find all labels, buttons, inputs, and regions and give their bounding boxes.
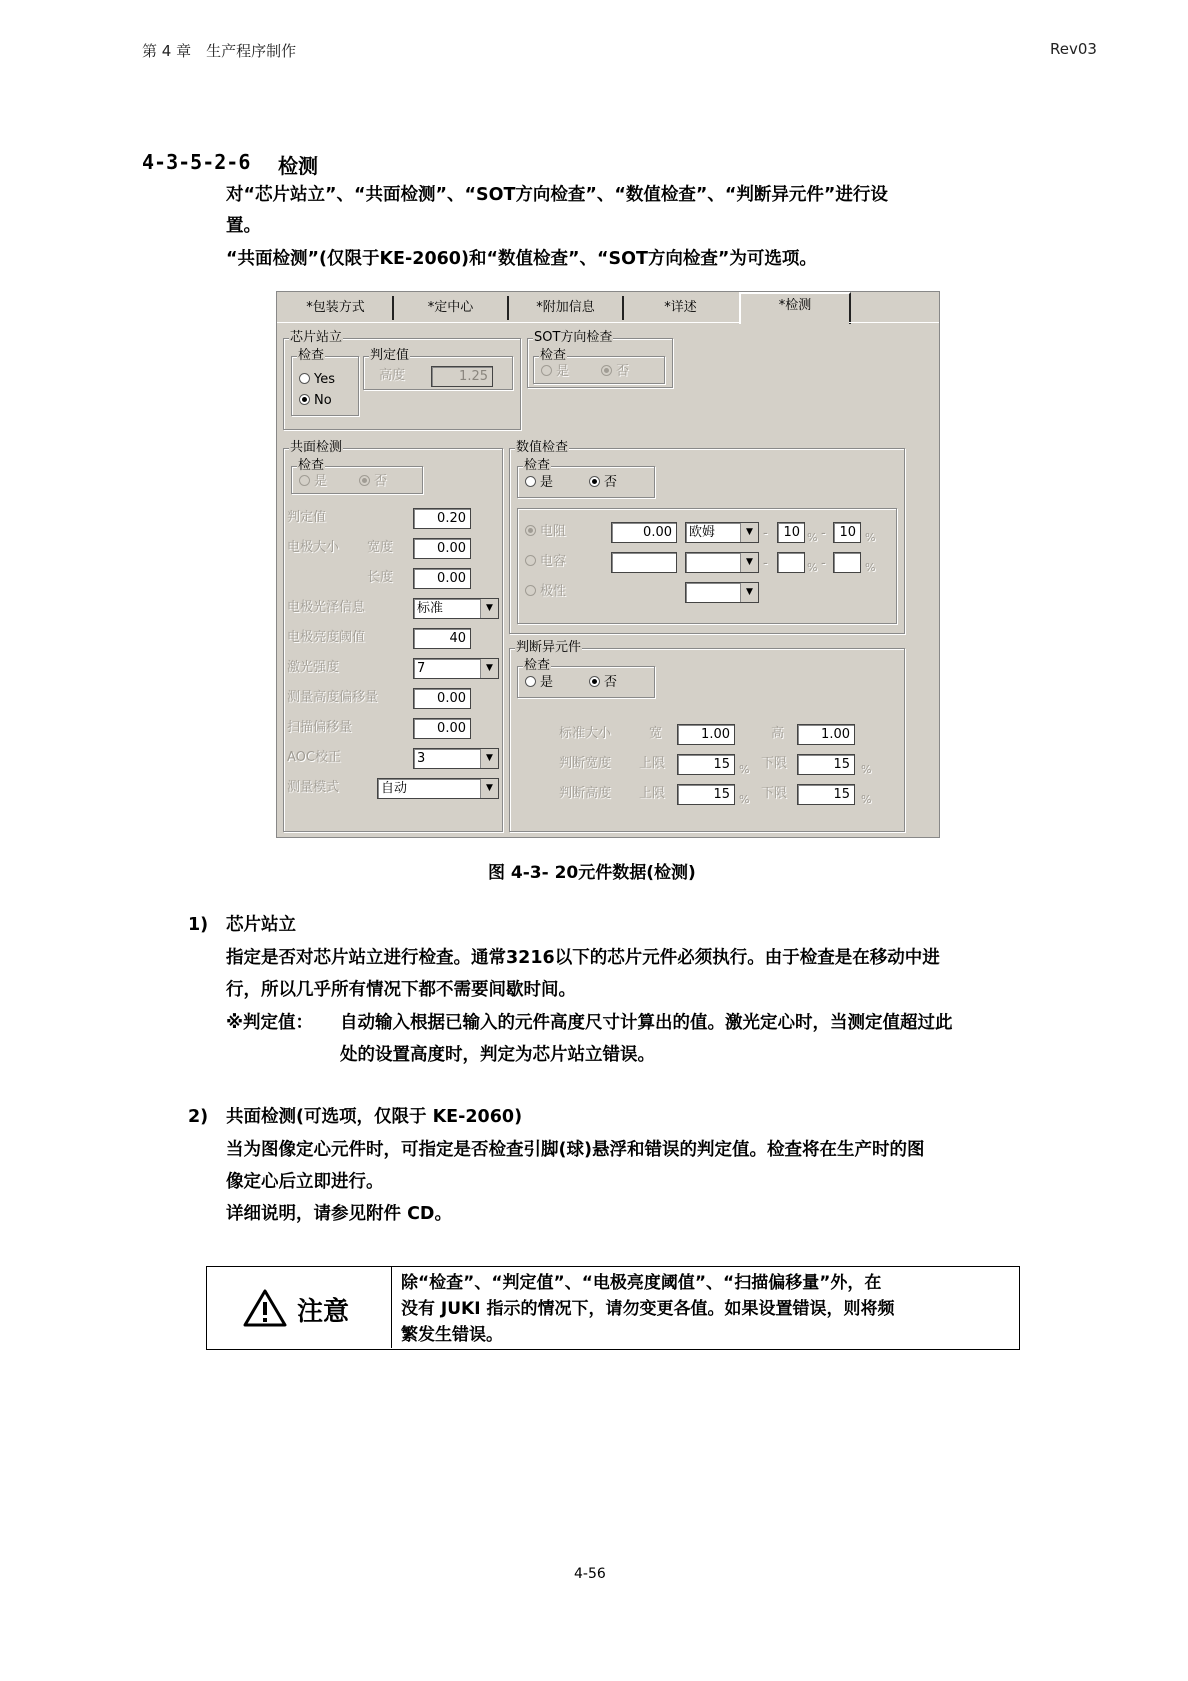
odd-part-title: 判断异元件: [516, 640, 582, 655]
resistance-unit-select[interactable]: [685, 522, 759, 543]
capacitance-tol-minus-input[interactable]: [777, 552, 805, 573]
measure-mode-value: 自动: [381, 781, 408, 796]
resistance-percent-2: %: [865, 531, 876, 544]
electrode-gloss-label: 电极光泽信息: [287, 600, 366, 615]
aoc-correction-select[interactable]: [413, 748, 499, 769]
figure-caption: 图 4-3- 20元件数据(检测): [488, 863, 696, 883]
judge-width-upper-label: 上限: [639, 756, 666, 771]
item2-body-line1: 当为图像定心元件时，可指定是否检查引脚(球)悬浮和错误的判定值。检查将在生产时的图: [226, 1140, 925, 1160]
dropdown-arrow-icon[interactable]: ▼: [740, 583, 758, 602]
electrode-width-label: 宽度: [367, 540, 394, 555]
resistance-label: 电阻: [540, 524, 567, 539]
resistance-value-input[interactable]: 0.00: [611, 522, 677, 543]
judge-height-upper-percent: %: [739, 793, 750, 806]
judge-width-upper-input[interactable]: 15: [677, 754, 735, 775]
electrode-size-label: 电极大小: [287, 540, 340, 555]
tab-inspection[interactable]: *检测: [739, 292, 851, 324]
item1-note-line1: 自动输入根据已输入的元件高度尺寸计算出的值。激光定心时，当测定值超过此: [340, 1013, 953, 1033]
dropdown-arrow-icon[interactable]: ▼: [740, 523, 758, 542]
coplanarity-yes-radio[interactable]: [299, 474, 327, 490]
measure-height-offset-input[interactable]: 0.00: [413, 688, 471, 709]
item1-body-line2: 行，所以几乎所有情况下都不需要间歇时间。: [226, 980, 576, 1000]
caution-box: [206, 1266, 1020, 1350]
odd-part-yes-radio[interactable]: [525, 675, 553, 691]
scan-offset-input[interactable]: 0.00: [413, 718, 471, 739]
section-title: 检测: [278, 154, 318, 178]
judge-height-upper-input[interactable]: 15: [677, 784, 735, 805]
odd-part-no-label: 否: [604, 675, 618, 690]
measure-mode-select[interactable]: [377, 778, 499, 799]
polarity-label: 极性: [540, 584, 567, 599]
electrode-length-label: 长度: [367, 570, 394, 585]
judge-width-label: 判断宽度: [559, 756, 612, 771]
electrode-gloss-select[interactable]: [413, 598, 499, 619]
judge-width-lower-label: 下限: [761, 756, 788, 771]
value-check-no-label: 否: [604, 475, 618, 490]
page-number: 4-56: [574, 1566, 606, 1582]
judge-width-upper-percent: %: [739, 763, 750, 776]
aoc-correction-value: 3: [417, 751, 426, 766]
dropdown-arrow-icon[interactable]: ▼: [740, 553, 758, 572]
tab-underline-right: [849, 322, 939, 323]
chip-stand-judge-label: 判定值: [370, 348, 410, 363]
caution-text-line3: 繁发生错误。: [401, 1325, 503, 1345]
odd-part-check-label: 检查: [524, 658, 551, 673]
resistance-tol-minus-input[interactable]: 10: [777, 522, 805, 543]
electrode-brightness-label: 电极亮度阈值: [287, 630, 366, 645]
radio-circle: [299, 475, 310, 486]
resistance-percent-1: %: [807, 531, 818, 544]
std-height-label: 高: [771, 726, 785, 741]
laser-intensity-select[interactable]: [413, 658, 499, 679]
capacitance-percent-2: %: [865, 561, 876, 574]
tab-centering[interactable]: *定中心: [394, 296, 509, 320]
capacitance-dash: -: [763, 556, 768, 571]
odd-part-no-radio[interactable]: [589, 675, 617, 691]
radio-circle: [541, 365, 552, 376]
resistance-dash-2: -: [821, 526, 826, 541]
capacitance-unit-select[interactable]: [685, 552, 759, 573]
chip-stand-check-label: 检查: [298, 348, 325, 363]
radio-circle: [525, 476, 536, 487]
sot-yes-label: 是: [556, 364, 570, 379]
scan-offset-label: 扫描偏移量: [287, 720, 353, 735]
coplanarity-no-label: 否: [374, 474, 388, 489]
coplanarity-no-radio[interactable]: [359, 474, 387, 490]
sot-direction-title: SOT方向检查: [534, 330, 613, 345]
item2-number: 2): [188, 1107, 209, 1127]
item1-body-line1: 指定是否对芯片站立进行检查。通常3216以下的芯片元件必须执行。由于检查是在移动中进: [226, 948, 940, 968]
item1-note-label: ※判定值：: [226, 1013, 314, 1033]
polarity-select[interactable]: [685, 582, 759, 603]
revision-label: Rev03: [1050, 40, 1097, 58]
electrode-width-input[interactable]: 0.00: [413, 538, 471, 559]
capacitance-tol-plus-input[interactable]: [833, 552, 861, 573]
laser-intensity-value: 7: [417, 661, 426, 676]
value-check-yes-label: 是: [540, 475, 554, 490]
coplanarity-check-label: 检查: [298, 458, 325, 473]
dropdown-arrow-icon[interactable]: ▼: [480, 749, 498, 768]
dropdown-arrow-icon[interactable]: ▼: [480, 779, 498, 798]
value-check-check-label: 检查: [524, 458, 551, 473]
capacitance-value-input[interactable]: [611, 552, 677, 573]
section-intro-line2: 置。: [226, 216, 261, 236]
tab-packaging[interactable]: *包装方式: [279, 296, 394, 320]
warning-triangle-icon: [243, 1289, 287, 1327]
radio-circle: [359, 475, 370, 486]
value-check-title: 数值检查: [516, 440, 569, 455]
section-intro-line3: “共面检测”(仅限于KE-2060)和“数值检查”、“SOT方向检查”为可选项。: [226, 249, 817, 269]
tab-underline: [277, 322, 739, 323]
laser-intensity-label: 激光强度: [287, 660, 340, 675]
caution-label: 注意: [297, 1297, 350, 1327]
section-number: 4-3-5-2-6: [142, 150, 251, 174]
chip-stand-yes-label: Yes: [314, 372, 335, 387]
odd-part-yes-label: 是: [540, 675, 554, 690]
item2-body-line3: 详细说明，请参见附件 CD。: [226, 1204, 452, 1224]
judge-height-label: 判断高度: [559, 786, 612, 801]
item2-body-line2: 像定心后立即进行。: [226, 1172, 384, 1192]
radio-circle: [589, 476, 600, 487]
sot-no-label: 否: [616, 364, 630, 379]
chip-stand-title: 芯片站立: [290, 330, 343, 345]
aoc-correction-label: AOC校正: [287, 750, 341, 765]
judge-height-lower-input[interactable]: 15: [797, 784, 855, 805]
item1-number: 1): [188, 915, 209, 935]
capacitance-percent-1: %: [807, 561, 818, 574]
measure-mode-label: 测量模式: [287, 780, 340, 795]
coplanarity-yes-label: 是: [314, 474, 328, 489]
radio-circle: [525, 525, 536, 536]
chip-stand-no-label: No: [314, 393, 332, 408]
chip-stand-no-radio[interactable]: [299, 393, 332, 409]
component-data-dialog: [276, 291, 940, 838]
std-width-label: 宽: [649, 726, 663, 741]
chip-stand-yes-radio[interactable]: [299, 372, 335, 388]
dropdown-arrow-icon[interactable]: ▼: [480, 659, 498, 678]
caution-text-line1: 除“检查”、“判定值”、“电极亮度阈值”、“扫描偏移量”外，在: [401, 1273, 882, 1293]
dropdown-arrow-icon[interactable]: ▼: [480, 599, 498, 618]
item1-title: 芯片站立: [226, 915, 296, 935]
polarity-radio[interactable]: [525, 584, 566, 600]
radio-circle: [299, 373, 310, 384]
sot-check-label: 检查: [540, 348, 567, 363]
resistance-dash: -: [763, 526, 768, 541]
radio-circle: [525, 555, 536, 566]
radio-circle: [589, 676, 600, 687]
capacitance-radio[interactable]: [525, 554, 566, 570]
value-check-no-radio[interactable]: [589, 475, 617, 491]
radio-circle: [299, 394, 310, 405]
item2-title: 共面检测(可选项，仅限于 KE-2060): [226, 1107, 523, 1127]
judge-width-lower-input[interactable]: 15: [797, 754, 855, 775]
chapter-header: 第 4 章 生产程序制作: [142, 42, 297, 60]
sot-no-radio[interactable]: [601, 364, 629, 380]
judge-height-lower-label: 下限: [761, 786, 788, 801]
resistance-unit-value: 欧姆: [689, 525, 716, 540]
sot-yes-radio[interactable]: [541, 364, 569, 380]
judge-height-upper-label: 上限: [639, 786, 666, 801]
capacitance-dash-2: -: [821, 556, 826, 571]
coplanarity-judge-label: 判定值: [287, 510, 327, 525]
measure-height-offset-label: 测量高度偏移量: [287, 690, 379, 705]
tab-additional-info[interactable]: *附加信息: [509, 296, 624, 320]
std-width-input[interactable]: 1.00: [677, 724, 735, 745]
caution-text-line2: 没有 JUKI 指示的情况下，请勿变更各值。如果设置错误，则将频: [401, 1299, 895, 1319]
electrode-gloss-value: 标准: [417, 601, 444, 616]
electrode-brightness-input[interactable]: 40: [413, 628, 471, 649]
std-size-label: 标准大小: [559, 726, 612, 741]
caution-divider: [391, 1267, 392, 1348]
coplanarity-title: 共面检测: [290, 440, 343, 455]
judge-width-lower-percent: %: [861, 763, 872, 776]
std-height-input[interactable]: 1.00: [797, 724, 855, 745]
chip-stand-height-input[interactable]: 1.25: [431, 366, 493, 387]
judge-height-lower-percent: %: [861, 793, 872, 806]
coplanarity-judge-input[interactable]: 0.20: [413, 508, 471, 529]
radio-circle: [525, 585, 536, 596]
radio-circle: [525, 676, 536, 687]
resistance-tol-plus-input[interactable]: 10: [833, 522, 861, 543]
capacitance-label: 电容: [540, 554, 567, 569]
radio-circle: [601, 365, 612, 376]
section-intro-line1: 对“芯片站立”、“共面检测”、“SOT方向检查”、“数值检查”、“判断异元件”进行设: [226, 185, 888, 205]
electrode-length-input[interactable]: 0.00: [413, 568, 471, 589]
tab-details[interactable]: *详述: [664, 300, 697, 315]
value-check-yes-radio[interactable]: [525, 475, 553, 491]
resistance-radio[interactable]: [525, 524, 566, 540]
item1-note-line2: 处的设置高度时，判定为芯片站立错误。: [340, 1045, 655, 1065]
chip-stand-height-label: 高度: [379, 368, 406, 383]
